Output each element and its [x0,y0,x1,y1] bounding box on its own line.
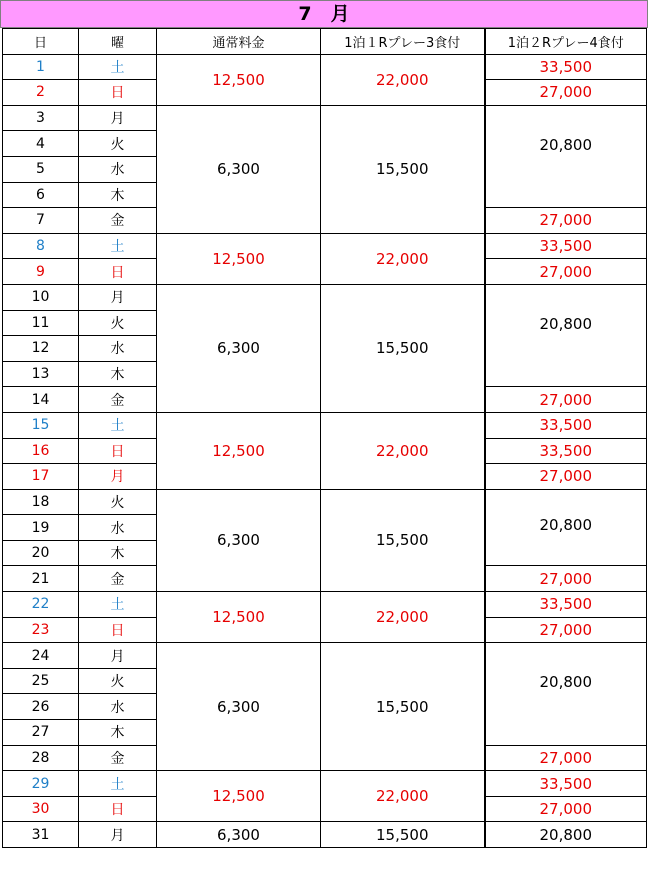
weekday-cell: 月 [79,284,157,310]
weekday-cell: 木 [79,182,157,208]
weekday-cell: 日 [79,80,157,106]
plan1-price-cell: 22,000 [321,54,485,105]
table-row [3,489,647,515]
plan1-price-cell: 22,000 [321,771,485,822]
day-cell: 25 [3,668,79,694]
regular-price-cell: 12,500 [157,233,321,284]
weekday-cell: 土 [79,412,157,438]
weekday-cell: 金 [79,387,157,413]
header-regular-price: 通常料金 [157,29,321,55]
weekday-cell: 月 [79,822,157,848]
day-cell: 15 [3,412,79,438]
day-cell: 11 [3,310,79,336]
day-cell: 28 [3,745,79,771]
header-weekday: 曜 [79,29,157,55]
weekday-cell: 日 [79,617,157,643]
weekday-cell: 水 [79,694,157,720]
weekday-cell: 日 [79,259,157,285]
day-cell: 9 [3,259,79,285]
table-row [3,233,647,259]
day-cell: 31 [3,822,79,848]
price-table [2,28,647,848]
day-cell: 22 [3,592,79,618]
plan2-price-cell: 27,000 [485,464,647,490]
day-cell: 30 [3,796,79,822]
day-cell: 21 [3,566,79,592]
plan2-price-cell: 27,000 [485,208,647,234]
table-row [3,105,647,131]
plan1-price-cell: 22,000 [321,412,485,489]
weekday-cell: 木 [79,720,157,746]
header-plan1-price: 1泊１Rプレー3食付 [321,29,485,55]
day-cell: 23 [3,617,79,643]
plan1-price-cell: 15,500 [321,105,485,233]
regular-price-cell: 6,300 [157,643,321,771]
plan2-price-cell: 27,000 [485,387,647,413]
weekday-cell: 水 [79,515,157,541]
day-cell: 5 [3,156,79,182]
header-day: 日 [3,29,79,55]
plan1-price-cell: 15,500 [321,822,485,848]
day-cell: 1 [3,54,79,80]
plan1-price-cell: 22,000 [321,592,485,643]
plan2-price-cell: 33,500 [485,592,647,618]
weekday-cell: 水 [79,156,157,182]
day-cell: 13 [3,361,79,387]
day-cell: 18 [3,489,79,515]
table-row [3,284,647,310]
table-row [3,822,647,848]
regular-price-cell: 6,300 [157,284,321,412]
day-cell: 10 [3,284,79,310]
weekday-cell: 金 [79,566,157,592]
table-row [3,54,647,80]
regular-price-cell: 6,300 [157,105,321,233]
day-cell: 29 [3,771,79,797]
day-cell: 26 [3,694,79,720]
table-row [3,412,647,438]
plan2-price-cell: 27,000 [485,259,647,285]
plan2-price-cell: 33,500 [485,771,647,797]
plan2-price-cell: 20,800 [485,105,647,207]
plan2-price-cell: 27,000 [485,796,647,822]
regular-price-cell: 6,300 [157,489,321,591]
day-cell: 24 [3,643,79,669]
day-cell: 8 [3,233,79,259]
weekday-cell: 月 [79,464,157,490]
weekday-cell: 木 [79,540,157,566]
plan2-price-cell: 33,500 [485,54,647,80]
day-cell: 27 [3,720,79,746]
weekday-cell: 金 [79,745,157,771]
plan2-price-cell: 20,800 [485,284,647,386]
day-cell: 2 [3,80,79,106]
weekday-cell: 日 [79,796,157,822]
day-cell: 7 [3,208,79,234]
plan2-price-cell: 27,000 [485,745,647,771]
day-cell: 16 [3,438,79,464]
weekday-cell: 木 [79,361,157,387]
table-row [3,592,647,618]
day-cell: 19 [3,515,79,541]
plan2-price-cell: 33,500 [485,412,647,438]
day-cell: 20 [3,540,79,566]
weekday-cell: 月 [79,105,157,131]
weekday-cell: 土 [79,233,157,259]
regular-price-cell: 12,500 [157,771,321,822]
plan2-price-cell: 27,000 [485,617,647,643]
weekday-cell: 土 [79,771,157,797]
price-table-body [3,54,647,847]
plan1-price-cell: 22,000 [321,233,485,284]
table-row [3,643,647,669]
plan2-price-cell: 33,500 [485,233,647,259]
day-cell: 17 [3,464,79,490]
day-cell: 6 [3,182,79,208]
regular-price-cell: 12,500 [157,592,321,643]
header-plan2-price: 1泊２Rプレー4食付 [485,29,647,55]
plan1-price-cell: 15,500 [321,643,485,771]
weekday-cell: 火 [79,489,157,515]
weekday-cell: 金 [79,208,157,234]
weekday-cell: 水 [79,336,157,362]
regular-price-cell: 12,500 [157,54,321,105]
weekday-cell: 月 [79,643,157,669]
table-row [3,771,647,797]
weekday-cell: 日 [79,438,157,464]
plan2-price-cell: 20,800 [485,822,647,848]
day-cell: 4 [3,131,79,157]
plan1-price-cell: 15,500 [321,489,485,591]
month-title: 7 月 [0,0,648,28]
weekday-cell: 火 [79,310,157,336]
plan2-price-cell: 20,800 [485,643,647,745]
plan2-price-cell: 27,000 [485,566,647,592]
day-cell: 12 [3,336,79,362]
regular-price-cell: 12,500 [157,412,321,489]
weekday-cell: 土 [79,54,157,80]
plan2-price-cell: 33,500 [485,438,647,464]
regular-price-cell: 6,300 [157,822,321,848]
weekday-cell: 土 [79,592,157,618]
day-cell: 3 [3,105,79,131]
plan1-price-cell: 15,500 [321,284,485,412]
header-row [3,29,647,55]
weekday-cell: 火 [79,668,157,694]
plan2-price-cell: 20,800 [485,489,647,566]
plan2-price-cell: 27,000 [485,80,647,106]
day-cell: 14 [3,387,79,413]
weekday-cell: 火 [79,131,157,157]
